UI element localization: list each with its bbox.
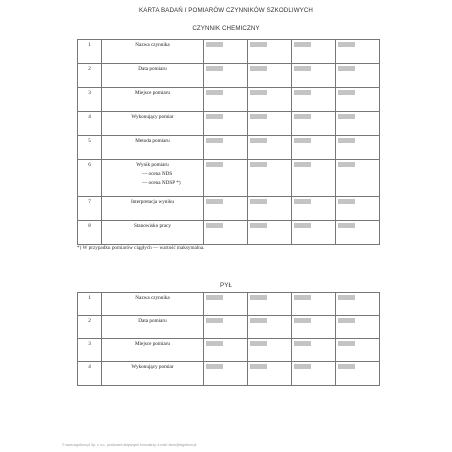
value-cell[interactable] [204,160,248,197]
row-label-cell [102,136,204,160]
form-field-marker[interactable] [206,162,223,167]
form-field-marker[interactable] [338,223,355,228]
value-cell[interactable] [248,112,292,136]
value-cell[interactable] [204,221,248,245]
form-field-marker[interactable] [206,364,223,369]
value-cell[interactable] [336,339,380,362]
row-number: 6 [78,160,102,197]
value-cell[interactable] [248,88,292,112]
row-sublabel: — ocena NDSP *) [142,180,181,186]
row-label: Nazwa czynnika [135,295,170,301]
row-label-cell [102,40,204,64]
value-cell[interactable] [292,316,336,339]
row-label: Miejsce pomiaru [134,341,170,347]
value-cell[interactable] [336,88,380,112]
table-row [78,40,380,64]
value-cell[interactable] [336,293,380,316]
row-label: Wykonujący pomiar [131,114,174,120]
form-field-marker[interactable] [294,42,311,47]
row-label: Nazwa czynnika [135,42,170,48]
form-field-marker[interactable] [294,138,311,143]
form-field-marker[interactable] [206,138,223,143]
form-field-marker[interactable] [250,114,267,119]
row-label-cell [102,362,204,386]
form-field-marker[interactable] [338,199,355,204]
value-cell[interactable] [248,40,292,64]
table-row [78,221,380,245]
form-field-marker[interactable] [294,318,311,323]
form-field-marker[interactable] [338,341,355,346]
row-label-cell [102,197,204,221]
value-cell[interactable] [292,40,336,64]
form-field-marker[interactable] [206,318,223,323]
table-row [78,197,380,221]
dust-factor-table [77,292,380,386]
value-cell[interactable] [336,362,380,386]
form-field-marker[interactable] [250,90,267,95]
row-number: 4 [78,362,102,386]
form-field-marker[interactable] [250,318,267,323]
table-row [78,112,380,136]
form-field-marker[interactable] [250,138,267,143]
value-cell[interactable] [204,88,248,112]
form-field-marker[interactable] [338,364,355,369]
form-field-marker[interactable] [250,66,267,71]
form-field-marker[interactable] [294,295,311,300]
row-sublabel: — ocena NDS [142,171,173,177]
form-field-marker[interactable] [338,90,355,95]
value-cell[interactable] [292,88,336,112]
form-field-marker[interactable] [294,223,311,228]
row-number: 8 [78,221,102,245]
footnote: *) W przypadku pomiarów ciągłych — wartość maksymalna. [77,245,205,251]
form-field-marker[interactable] [294,341,311,346]
form-field-marker[interactable] [338,318,355,323]
table-row [78,136,380,160]
value-cell[interactable] [292,136,336,160]
row-label: Wynik pomiaru [136,162,169,168]
row-label: Miejsce pomiaru [134,90,170,96]
value-cell[interactable] [248,160,292,197]
row-label: Wykonujący pomiar [131,364,174,370]
row-label-cell [102,316,204,339]
row-label-cell [102,293,204,316]
chemical-section-heading: CZYNNIK CHEMICZNY [192,25,260,32]
value-cell[interactable] [248,362,292,386]
footer-credit: © www.signform.pl Sp. z o.o., producent aktywnych formularzy, e-mail: biuro@signform.pl [62,443,197,447]
table-row [78,64,380,88]
value-cell[interactable] [336,221,380,245]
form-field-marker[interactable] [338,138,355,143]
value-cell[interactable] [336,197,380,221]
form-field-marker[interactable] [206,199,223,204]
row-label: Data pomiaru [138,66,167,72]
value-cell[interactable] [292,197,336,221]
value-cell[interactable] [248,197,292,221]
value-cell[interactable] [292,362,336,386]
table-row [78,293,380,316]
table-row [78,339,380,362]
row-label: Stanowisko pracy [133,223,172,229]
row-label-cell [102,339,204,362]
value-cell[interactable] [204,197,248,221]
form-field-marker[interactable] [294,162,311,167]
value-cell[interactable] [204,339,248,362]
form-field-marker[interactable] [206,66,223,71]
form-field-marker[interactable] [206,114,223,119]
value-cell[interactable] [204,112,248,136]
row-label: Interpretacja wyniku [130,199,175,205]
form-field-marker[interactable] [338,114,355,119]
value-cell[interactable] [248,339,292,362]
value-cell[interactable] [336,112,380,136]
document-title: KARTA BADAŃ I POMIARÓW CZYNNIKÓW SZKODLIWYCH [139,7,313,14]
form-field-marker[interactable] [294,114,311,119]
form-field-marker[interactable] [206,223,223,228]
row-number: 3 [78,88,102,112]
value-cell[interactable] [292,221,336,245]
form-field-marker[interactable] [250,199,267,204]
form-field-marker[interactable] [338,295,355,300]
table-row [78,160,380,197]
form-field-marker[interactable] [206,90,223,95]
form-field-marker[interactable] [294,66,311,71]
form-field-marker[interactable] [250,295,267,300]
dust-section-heading: PYŁ [220,282,232,289]
chemical-factor-table [77,39,380,245]
form-field-marker[interactable] [338,162,355,167]
form-field-marker[interactable] [294,90,311,95]
form-field-marker[interactable] [250,223,267,228]
value-cell[interactable] [336,64,380,88]
value-cell[interactable] [248,64,292,88]
value-cell[interactable] [336,160,380,197]
form-field-marker[interactable] [250,364,267,369]
row-label-cell [102,88,204,112]
value-cell[interactable] [292,112,336,136]
value-cell[interactable] [204,64,248,88]
value-cell[interactable] [204,293,248,316]
value-cell[interactable] [336,316,380,339]
form-field-marker[interactable] [206,295,223,300]
row-label-cell [102,112,204,136]
row-label: Data pomiaru [138,318,167,324]
form-field-marker[interactable] [338,42,355,47]
form-field-marker[interactable] [206,341,223,346]
value-cell[interactable] [248,293,292,316]
table-row [78,316,380,339]
table-row [78,88,380,112]
value-cell[interactable] [248,316,292,339]
row-number: 2 [78,316,102,339]
value-cell[interactable] [248,136,292,160]
value-cell[interactable] [336,136,380,160]
value-cell[interactable] [204,136,248,160]
row-label: Metoda pomiaru [135,138,170,144]
value-cell[interactable] [204,316,248,339]
form-field-marker[interactable] [250,162,267,167]
form-field-marker[interactable] [338,66,355,71]
value-cell[interactable] [292,64,336,88]
form-field-marker[interactable] [294,364,311,369]
row-label-cell [102,64,204,88]
form-field-marker[interactable] [250,42,267,47]
value-cell[interactable] [204,40,248,64]
form-field-marker[interactable] [250,341,267,346]
row-number: 7 [78,197,102,221]
value-cell[interactable] [204,362,248,386]
form-field-marker[interactable] [206,42,223,47]
row-label-cell [102,221,204,245]
row-number: 5 [78,136,102,160]
value-cell[interactable] [292,339,336,362]
row-number: 1 [78,293,102,316]
row-number: 1 [78,40,102,64]
row-label-cell [102,160,204,197]
value-cell[interactable] [292,293,336,316]
row-number: 4 [78,112,102,136]
table-row [78,362,380,386]
value-cell[interactable] [248,221,292,245]
row-number: 3 [78,339,102,362]
value-cell[interactable] [336,40,380,64]
value-cell[interactable] [292,160,336,197]
row-number: 2 [78,64,102,88]
form-field-marker[interactable] [294,199,311,204]
